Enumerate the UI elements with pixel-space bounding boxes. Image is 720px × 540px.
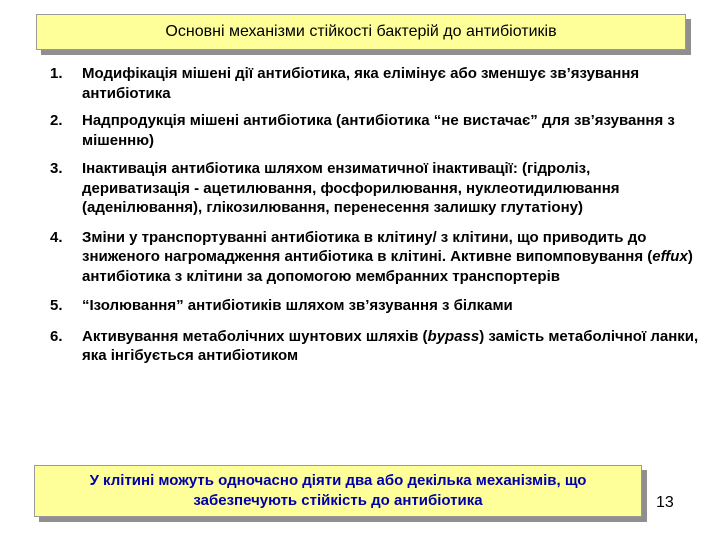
mechanisms-list	[50, 64, 700, 366]
list-item	[50, 327, 700, 366]
bypass-term: bypass	[427, 327, 480, 345]
summary-box	[34, 465, 642, 517]
summary-line-1: У клітині можуть одночасно діяти два або декілька механізмів, що	[89, 472, 587, 489]
list-item-text: Надпродукція мішені антибіотика (антибіотика “не вистачає” для зв’язування з мішенню)	[82, 112, 675, 149]
list-item-number: 4.	[50, 228, 63, 246]
list-item-text: Активування метаболічних шунтових шляхів (bypass) замість метаболічної ланки, яка інгібується антибіотиком	[82, 327, 699, 364]
list-item	[50, 228, 700, 287]
effux-term: effux	[652, 248, 688, 265]
list-item	[50, 159, 700, 218]
summary-line-2: забезпечують стійкість до антибіотика	[193, 492, 483, 509]
list-item-number: 5.	[50, 297, 63, 314]
slide-title-box	[36, 14, 686, 50]
list-item-text: “Ізолювання” антибіотиків шляхом зв’язування з білками	[82, 297, 513, 314]
list-item-number: 3.	[50, 160, 63, 177]
list-item-text: Зміни у транспортуванні антибіотика в клітину/ з клітини, що приводить до зниженого нагромадження антибіотика в клітині. Активне випомповування (effux) антибіотика з клітини за допомогою мембранних транспортерів	[82, 228, 693, 285]
list-item-text: Модифікація мішені дії антибіотика, яка елімінує або зменшує зв’язування антибіотика	[82, 65, 640, 102]
list-item-text: Інактивація антибіотика шляхом ензиматичної інактивації: (гідроліз, дериватизація - ацетилювання, фосфорилювання, нуклеотидилювання (аденілювання), глікозилювання, перенесення залишку глутатіону)	[82, 160, 620, 216]
page-number: 13	[656, 494, 674, 511]
list-item	[50, 296, 700, 316]
list-item-number: 2.	[50, 112, 63, 129]
list-item-number: 6.	[50, 327, 63, 345]
list-item	[50, 64, 700, 103]
list-item-number: 1.	[50, 65, 63, 82]
slide-title: Основні механізми стійкості бактерій до антибіотиків	[165, 23, 557, 40]
list-item	[50, 111, 700, 150]
